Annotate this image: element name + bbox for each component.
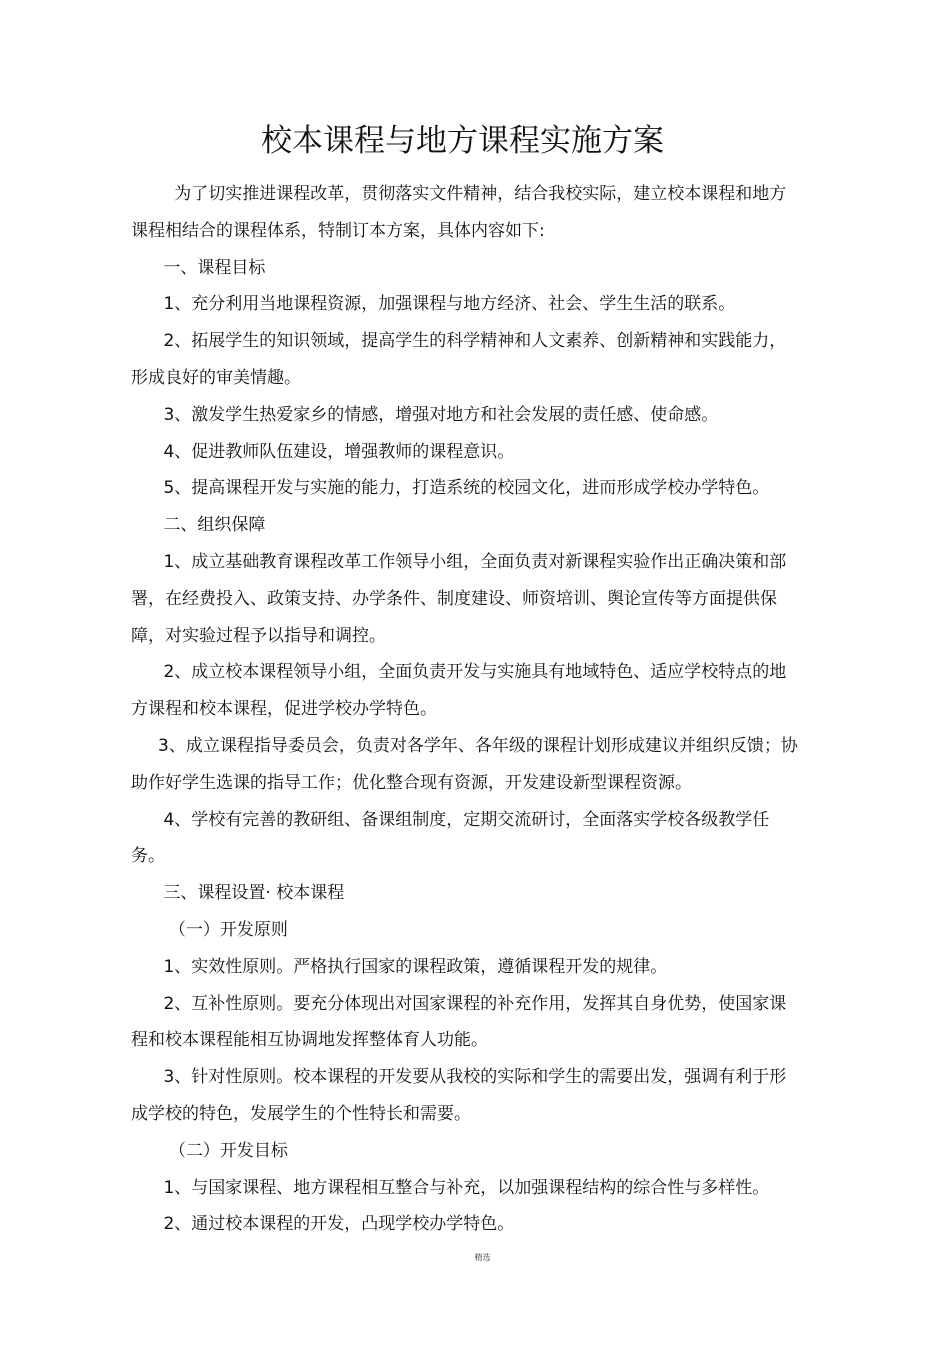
section-heading-organization: 二、组织保障 [131, 515, 266, 536]
goal-item-2: 2、拓展学生的知识领域，提高学生的科学精神和人文素养、创新精神和实践能力，形成良好的审美情趣。 [131, 331, 787, 388]
document-body [131, 176, 801, 1243]
goal-item-4: 4、促进教师队伍建设，增强教师的课程意识。 [131, 441, 515, 462]
objective-item-2: 2、通过校本课程的开发，凸现学校办学特色。 [131, 1214, 515, 1235]
section-heading-curriculum: 三、课程设置· 校本课程 [131, 883, 345, 904]
organization-item-2: 2、成立校本课程领导小组，全面负责开发与实施具有地域特色、适应学校特点的地方课程和校本课程，促进学校办学特色。 [131, 662, 787, 720]
intro-paragraph: 为了切实推进课程改革，贯彻落实文件精神，结合我校实际，建立校本课程和地方课程相结合的课程体系，特制订本方案，具体内容如下: [131, 184, 787, 241]
page-footer: 精选 [474, 1253, 491, 1262]
goal-item-5: 5、提高课程开发与实施的能力，打造系统的校园文化，进而形成学校办学特色。 [131, 478, 770, 499]
principle-item-2: 2、互补性原则。要充分体现出对国家课程的补充作用，发挥其自身优势，使国家课程和校本课程能相互协调地发挥整体育人功能。 [131, 993, 787, 1051]
objective-item-1: 1、与国家课程、地方课程相互整合与补充，以加强课程结构的综合性与多样性。 [131, 1177, 770, 1198]
organization-item-1: 1、成立基础教育课程改革工作领导小组，全面负责对新课程实验作出正确决策和部署，在经费投入、政策支持、办学条件、制度建设、师资培训、舆论宣传等方面提供保障，对实验过程予以指导和调控。 [131, 551, 787, 646]
goal-item-3: 3、激发学生热爱家乡的情感，增强对地方和社会发展的责任感、使命感。 [131, 404, 719, 425]
organization-item-4: 4、学校有完善的教研组、备课组制度，定期交流研讨，全面落实学校各级教学任务。 [131, 809, 770, 867]
subsection-heading-principles: （一）开发原则 [131, 919, 288, 940]
principle-item-3: 3、针对性原则。校本课程的开发要从我校的实际和学生的需要出发，强调有利于形成学校的特色，发展学生的个性特长和需要。 [131, 1067, 787, 1124]
subsection-heading-objectives: （二）开发目标 [131, 1140, 288, 1161]
goal-item-1: 1、充分利用当地课程资源，加强课程与地方经济、社会、学生生活的联系。 [131, 294, 736, 315]
section-heading-goals: 一、课程目标 [131, 257, 266, 278]
document-title: 校本课程与地方课程实施方案 [261, 123, 664, 159]
organization-item-3: 3、成立课程指导委员会，负责对各学年、各年级的课程计划形成建议并组织反馈；协助作好学生选课的指导工作；优化整合现有资源，开发建设新型课程资源。 [131, 735, 798, 793]
principle-item-1: 1、实效性原则。严格执行国家的课程政策，遵循课程开发的规律。 [131, 956, 668, 977]
